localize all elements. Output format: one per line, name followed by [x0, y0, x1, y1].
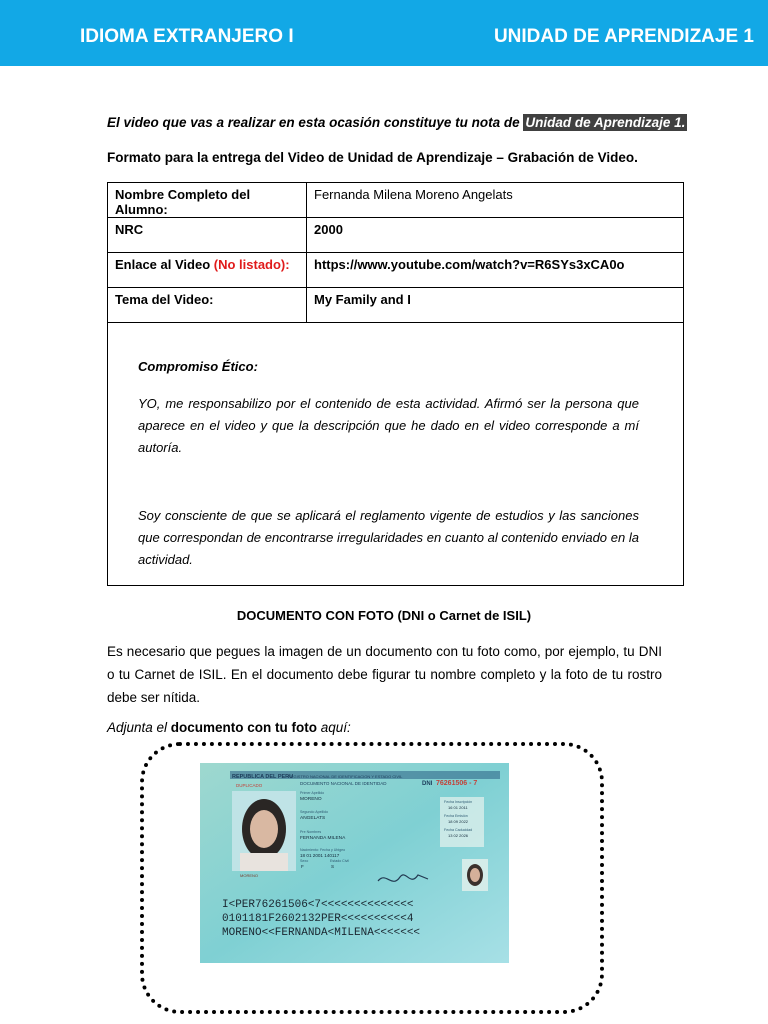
table-row — [108, 218, 684, 253]
table-row — [108, 183, 684, 218]
card-names: FERNANDA MILENA — [300, 836, 346, 841]
attach-pre: Adjunta el — [107, 720, 171, 735]
card-mrz-line-1: I<PER76261506<7<<<<<<<<<<<<<< — [222, 899, 414, 911]
card-photo-caption: MORENO — [240, 873, 258, 878]
name-value: Fernanda Milena Moreno Angelats — [307, 183, 684, 218]
attach-instruction — [107, 720, 351, 735]
card-surname1: MORENO — [300, 797, 322, 802]
link-label-text: Enlace al Video — [115, 257, 214, 272]
card-mrz-line-2: 0101181F2602132PER<<<<<<<<<<4 — [222, 913, 414, 925]
card-dni-label: DNI — [422, 781, 433, 787]
id-card-image — [200, 763, 509, 963]
theme-value: My Family and I — [307, 288, 684, 323]
card-registry: REGISTRO NACIONAL DE IDENTIFICACION Y ESTADO CIVIL — [288, 774, 403, 779]
card-label-expiry: Fecha Caducidad — [444, 828, 473, 832]
card-photo-face — [250, 810, 278, 848]
nrc-label: NRC — [108, 218, 307, 253]
card-birth: 18 01 2001 140117 — [300, 853, 340, 858]
table-row — [108, 323, 684, 586]
card-label-emission: Fecha Emisión — [444, 814, 468, 818]
attach-post: aquí: — [317, 720, 351, 735]
card-small-photo-face — [470, 868, 480, 882]
card-label-inscription: Fecha Inscripción — [444, 800, 473, 804]
table-row — [108, 253, 684, 288]
card-label-surname1: Primer Apellido — [300, 791, 325, 795]
card-photo-shirt — [240, 853, 288, 871]
course-title: IDIOMA EXTRANJERO I — [80, 26, 294, 47]
submission-table — [107, 182, 684, 586]
name-label: Nombre Completo del Alumno: — [108, 183, 307, 218]
card-mrz-line-3: MORENO<<FERNANDA<MILENA<<<<<<< — [222, 927, 421, 939]
unit-title: UNIDAD DE APRENDIZAJE 1 — [493, 26, 754, 47]
page-header — [0, 0, 768, 66]
ethic-paragraph-1: YO, me responsabilizo por el contenido de esta actividad. Afirmó ser la persona que aparece en el video y que la descripción que he dado en el video corresponde a mí autoría. — [138, 396, 639, 455]
video-link[interactable]: https://www.youtube.com/watch?v=R6SYs3xCA0o — [307, 253, 684, 288]
intro-text — [107, 115, 687, 130]
card-duplicado: DUPLICADO — [236, 783, 263, 788]
card-sex: F — [301, 864, 304, 869]
card-dni-number: 76261506 - 7 — [436, 780, 478, 787]
document-section-title: DOCUMENTO CON FOTO (DNI o Carnet de ISIL) — [236, 608, 532, 623]
attach-bold: documento con tu foto — [170, 720, 318, 735]
nrc-value: 2000 — [307, 218, 684, 253]
card-emission: 18 09 2022 — [448, 819, 469, 824]
card-label-civil: Estado Civil — [330, 859, 349, 863]
format-title: Formato para la entrega del Video de Unidad de Aprendizaje – Grabación de Video. — [107, 150, 638, 165]
ethic-paragraph-2: Soy consciente de que se aplicará el reglamento vigente de estudios y las sanciones que correspondan de encontrarse irregularidades en cuanto al contenido enviado en la actividad. — [138, 508, 639, 567]
card-label-surname2: Segundo Apellido — [300, 810, 328, 814]
card-country: REPUBLICA DEL PERU — [232, 774, 294, 780]
card-surname2: ANGELATS — [300, 816, 326, 821]
table-row — [108, 288, 684, 323]
intro-sentence: El video que vas a realizar en esta ocasión constituye tu nota de — [107, 115, 524, 130]
card-label-sex: Sexo — [300, 859, 309, 863]
document-instructions: Es necesario que pegues la imagen de un documento con tu foto como, por ejemplo, tu DNI o tu Carnet de ISIL. En el documento debe figurar tu nombre completo y la foto de tu rostro debe ser nítida. — [107, 644, 662, 705]
theme-label: Tema del Video: — [108, 288, 307, 323]
link-label — [108, 253, 307, 288]
card-expiry: 13 02 2026 — [448, 833, 469, 838]
ethic-title: Compromiso Ético: — [138, 359, 258, 374]
link-note: (No listado): — [213, 257, 290, 272]
card-label-names: Pre Nombres — [300, 830, 322, 834]
intro-highlight: Unidad de Aprendizaje 1. — [525, 115, 686, 130]
card-inscription: 16 01 2011 — [448, 805, 468, 810]
ethic-commitment — [108, 323, 684, 586]
card-doc-type: DOCUMENTO NACIONAL DE IDENTIDAD — [300, 781, 387, 786]
card-civil: S — [331, 864, 335, 869]
card-label-birth: Nacimiento: Fecha y Ubigeo — [300, 848, 346, 852]
